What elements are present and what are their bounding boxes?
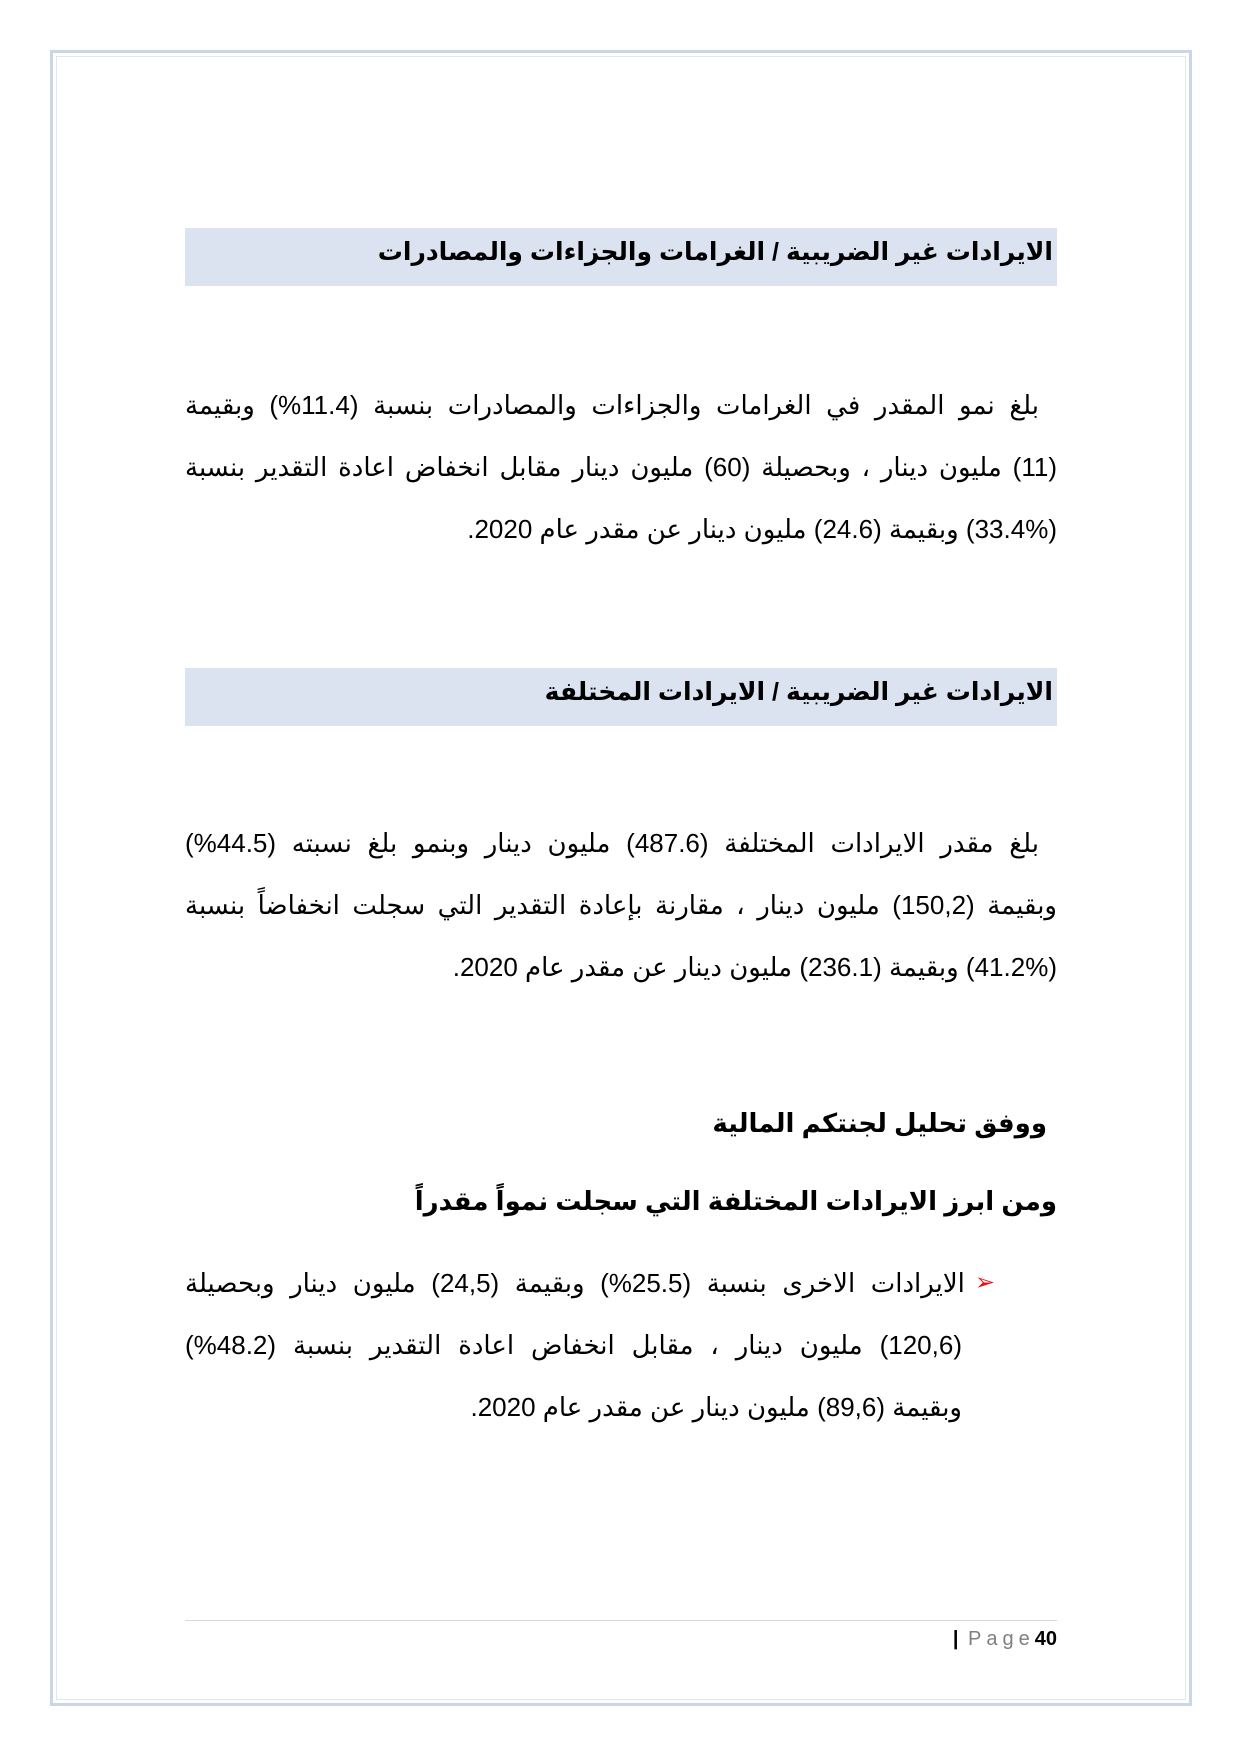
- analysis-heading: ووفق تحليل لجنتكم المالية: [712, 1108, 1047, 1138]
- subheading: ومن ابرز الايرادات المختلفة التي سجلت نمواً مقدراً: [414, 1186, 1057, 1216]
- page-footer: [953, 1628, 1057, 1651]
- bullet-item: [185, 1252, 1057, 1438]
- bullet-line: (120,6) مليون دينار ، مقابل انخفاض اعادة التقدير بنسبة (48.2%): [185, 1330, 962, 1360]
- bullet-first-line: [185, 1252, 995, 1314]
- paragraph-line: (33.4%) وبقيمة (24.6) مليون دينار عن مقدر عام 2020.: [467, 514, 1057, 544]
- arrow-bullet-icon: ➢: [974, 1269, 995, 1296]
- footer-separator: |: [952, 1628, 959, 1650]
- page-number: 40: [1034, 1628, 1057, 1650]
- footer-divider: [185, 1620, 1057, 1621]
- bullet-line: وبقيمة (89,6) مليون دينار عن مقدر عام 2020.: [470, 1392, 962, 1422]
- page-label: Page: [968, 1628, 1035, 1650]
- paragraph-line: بلغ مقدر الايرادات المختلفة (487.6) مليون دينار وبنمو بلغ نسبته (44.5%): [185, 828, 1039, 858]
- paragraph-fines: [185, 374, 1057, 560]
- bullet-line: الايرادات الاخرى بنسبة (25.5%) وبقيمة (24,5) مليون دينار وبحصيلة: [185, 1268, 965, 1298]
- paragraph-misc-revenue: [185, 812, 1057, 998]
- section-heading-fines: الايرادات غير الضريبية / الغرامات والجزاءات والمصادرات: [185, 228, 1057, 286]
- paragraph-line: (41.2%) وبقيمة (236.1) مليون دينار عن مقدر عام 2020.: [452, 952, 1057, 982]
- paragraph-line: وبقيمة (150,2) مليون دينار ، مقارنة بإعادة التقدير التي سجلت انخفاضاً بنسبة: [185, 890, 1057, 920]
- section-heading-misc-revenue: الايرادات غير الضريبية / الايرادات المختلفة: [185, 668, 1057, 726]
- paragraph-line: (11) مليون دينار ، وبحصيلة (60) مليون دينار مقابل انخفاض اعادة التقدير بنسبة: [185, 452, 1057, 482]
- paragraph-line: بلغ نمو المقدر في الغرامات والجزاءات والمصادرات بنسبة (11.4%) وبقيمة: [185, 390, 1040, 420]
